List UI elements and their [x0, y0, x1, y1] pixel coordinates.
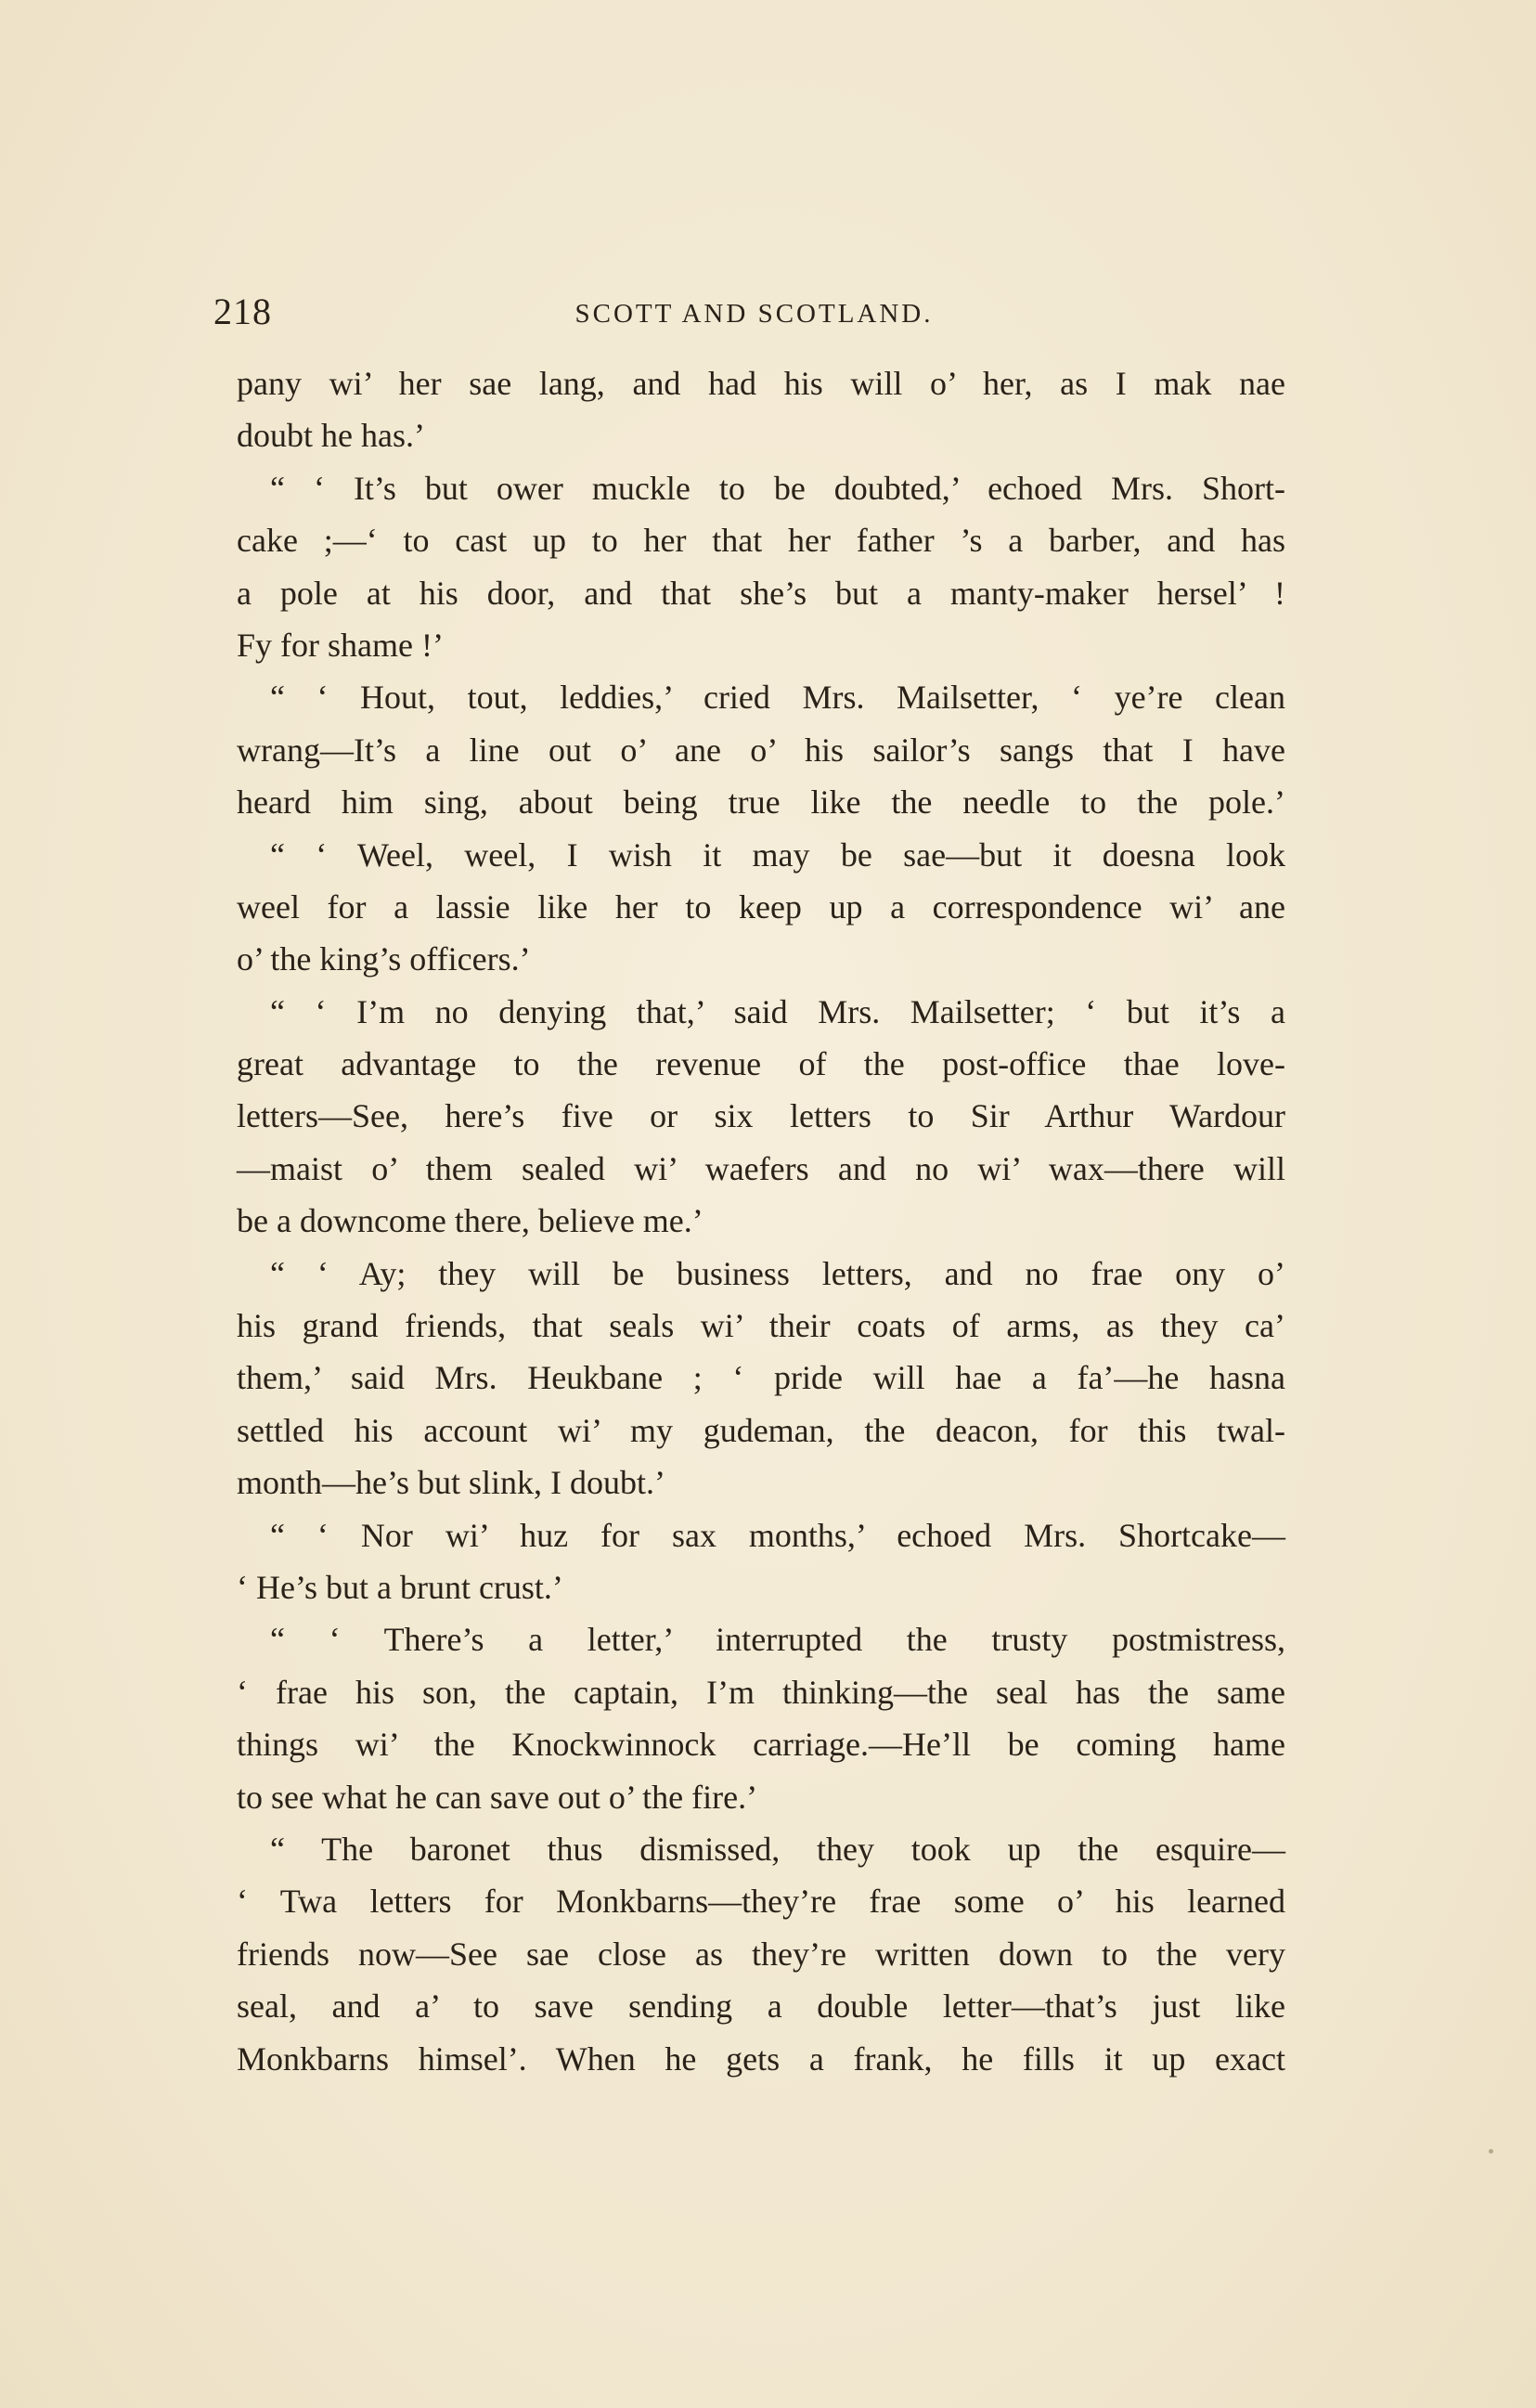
text-line: friends now—See sae close as they’re written down to the very	[237, 1935, 1285, 1973]
text-line: Monkbarns himsel’. When he gets a frank, he fills it up exact	[237, 2039, 1285, 2078]
text-line: ‘ frae his son, the captain, I’m thinking—the seal has the same	[237, 1673, 1285, 1711]
text-line: o’ the king’s officers.’	[237, 940, 531, 978]
text-line: settled his account wi’ my gudeman, the deacon, for this twal-	[237, 1411, 1285, 1449]
text-line: “ The baronet thus dismissed, they took up the esquire—	[270, 1830, 1285, 1868]
page-number: 218	[213, 291, 272, 332]
text-line: cake ;—‘ to cast up to her that her father ’s a barber, and has	[237, 522, 1285, 560]
page-header	[213, 290, 1295, 345]
text-line: doubt he has.’	[237, 417, 425, 455]
text-line: to see what he can save out o’ the fire.’	[237, 1778, 758, 1816]
paper-speck	[1489, 2149, 1493, 2154]
text-line: “ ‘ I’m no denying that,’ said Mrs. Mailsetter; ‘ but it’s a	[270, 992, 1285, 1030]
text-line: “ ‘ It’s but ower muckle to be doubted,’ echoed Mrs. Short-	[270, 469, 1285, 507]
text-line: things wi’ the Knockwinnock carriage.—He’ll be coming hame	[237, 1726, 1285, 1764]
text-line: “ ‘ Weel, weel, I wish it may be sae—but it doesna look	[270, 835, 1285, 874]
text-line: weel for a lassie like her to keep up a correspondence wi’ ane	[237, 887, 1285, 926]
text-line: wrang—It’s a line out o’ ane o’ his sailor’s sangs that I have	[237, 731, 1285, 769]
text-line: letters—See, here’s five or six letters to Sir Arthur Wardour	[237, 1097, 1285, 1135]
text-line: “ ‘ Hout, tout, leddies,’ cried Mrs. Mailsetter, ‘ ye’re clean	[270, 679, 1285, 717]
text-line: month—he’s but slink, I doubt.’	[237, 1464, 665, 1502]
text-line: “ ‘ There’s a letter,’ interrupted the trusty postmistress,	[270, 1621, 1285, 1659]
text-line: seal, and a’ to save sending a double letter—that’s just like	[237, 1987, 1285, 2026]
text-line: Fy for shame !’	[237, 626, 444, 664]
text-line: great advantage to the revenue of the post-office thae love-	[237, 1045, 1285, 1083]
text-line: —maist o’ them sealed wi’ waefers and no wi’ wax—there will	[237, 1149, 1285, 1187]
text-line: “ ‘ Nor wi’ huz for sax months,’ echoed Mrs. Shortcake—	[270, 1516, 1285, 1554]
text-line: “ ‘ Ay; they will be business letters, and no frae ony o’	[270, 1254, 1285, 1292]
text-line: heard him sing, about being true like the needle to the pole.’	[237, 783, 1285, 822]
text-line: pany wi’ her sae lang, and had his will o’ her, as I mak nae	[237, 365, 1285, 402]
text-line: be a downcome there, believe me.’	[237, 1202, 703, 1240]
text-line: them,’ said Mrs. Heukbane ; ‘ pride will hae a fa’—he hasna	[237, 1359, 1285, 1397]
running-title: SCOTT AND SCOTLAND.	[574, 299, 934, 329]
body-text	[237, 357, 1285, 2085]
text-line: a pole at his door, and that she’s but a manty-maker hersel’ !	[237, 574, 1285, 612]
text-line: ‘ He’s but a brunt crust.’	[237, 1568, 563, 1606]
text-line: his grand friends, that seals wi’ their coats of arms, as they ca’	[237, 1307, 1285, 1345]
text-line: ‘ Twa letters for Monkbarns—they’re frae some o’ his learned	[237, 1883, 1285, 1921]
